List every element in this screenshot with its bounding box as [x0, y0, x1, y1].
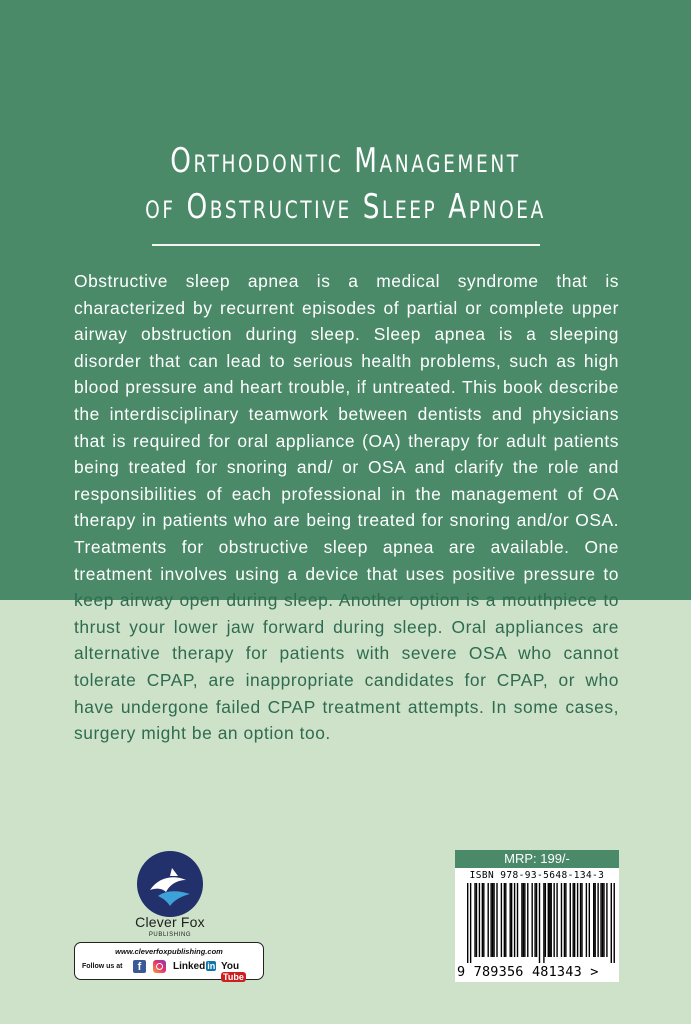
barcode-bar: [565, 883, 566, 957]
barcode-bar: [482, 883, 483, 957]
barcode-bar: [476, 883, 477, 957]
barcode-bar: [573, 883, 574, 957]
linkedin-text: Linked: [173, 961, 206, 972]
blurb-paragraph: [74, 268, 619, 747]
barcode-bar: [586, 883, 587, 957]
instagram-icon[interactable]: [153, 960, 166, 973]
clever-fox-logo-icon: [136, 850, 204, 918]
title-divider: [152, 244, 540, 246]
isbn-barcode: [455, 868, 619, 982]
barcode-bar: [580, 883, 581, 957]
barcode-bar: [493, 883, 494, 957]
isbn-number: ISBN 978-93-5648-134-3: [469, 870, 605, 881]
barcode-bar: [488, 883, 489, 957]
barcode-bar: [470, 883, 471, 963]
barcode-bar: [551, 883, 552, 957]
barcode-bar: [611, 883, 612, 963]
barcode-bar: [577, 883, 578, 957]
barcode-bar: [545, 883, 546, 957]
barcode-bar: [600, 883, 601, 957]
barcode-bar: [531, 883, 532, 957]
barcode-bar: [593, 883, 594, 957]
barcode-bar: [505, 883, 506, 957]
barcode-bar: [548, 883, 549, 957]
blurb-upper-text: Obstructive sleep apnea is a medical syndrome that is characterized by recurrent episodes of partial or complete upper airway obstruction during sleep. Sleep apnea is a sleeping disorder that can lead to serious health problems, such as high blood pressure and heart trouble, if untreated. This book describe the interdisciplinary teamwork between dentists and physicians that is required for oral appliance (OA) therapy for adult patients being treated for snoring and/ or OSA and clarify the role and responsibilities of each professional in the management of OA therapy in patients who are being treated for snoring and/or OSA. Treatments for obstructive sleep apnea are available. One treatment involves using a device that uses positive pressure to: [74, 271, 619, 584]
barcode-bar: [570, 883, 571, 957]
barcode-bar: [556, 883, 557, 957]
linkedin-icon[interactable]: [173, 961, 216, 972]
barcode-bar: [534, 883, 535, 957]
barcode-bar: [553, 883, 554, 957]
barcode-bar: [523, 883, 524, 957]
barcode-bar: [527, 883, 528, 957]
linkedin-badge: in: [207, 961, 216, 971]
publisher-social-box: [74, 942, 264, 980]
barcode-digits: 9 789356 481343 >: [457, 964, 599, 980]
publisher-website[interactable]: www.cleverfoxpublishing.com: [115, 947, 223, 956]
youtube-text: You: [221, 961, 240, 972]
book-title-line-1: Orthodontic Management: [170, 141, 521, 181]
barcode-bar: [574, 883, 575, 957]
barcode-bar: [483, 883, 484, 957]
barcode-bar: [589, 883, 590, 957]
barcode-bar: [501, 883, 502, 957]
barcode-bar: [581, 883, 582, 957]
publisher-subtitle: PUBLISHING: [148, 932, 192, 938]
facebook-icon[interactable]: f: [133, 960, 146, 973]
barcode-bar: [514, 883, 515, 957]
barcode-bar: [606, 883, 607, 957]
barcode-bar: [474, 883, 475, 957]
barcode-bar: [543, 883, 544, 963]
barcode-bar: [510, 883, 511, 957]
barcode-bar: [490, 883, 491, 957]
barcode-bar: [524, 883, 525, 957]
youtube-badge: Tube: [223, 972, 244, 982]
book-title-line-2: of Obstructive Sleep Apnoea: [145, 187, 546, 227]
barcode-bar: [517, 883, 518, 957]
blurb-lower-text: keep airway open during sleep. Another option is a mouthpiece to thrust your lower jaw forward during sleep. Oral appliances are alternative therapy for patients with severe OSA who cannot tolerate CPAP, are inappropriate candidates for CPAP, or who have undergone failed CPAP treatment attempts. In some cases, surgery might be an option too.: [74, 590, 619, 744]
barcode-bar: [603, 883, 604, 957]
barcode-bar: [504, 883, 505, 957]
barcode-bar: [511, 883, 512, 957]
barcode-bar: [536, 883, 537, 957]
barcode-bar: [496, 883, 497, 957]
barcode-bar: [594, 883, 595, 957]
barcode-bar: [561, 883, 562, 957]
barcode-bar: [492, 883, 493, 957]
youtube-icon[interactable]: [221, 961, 263, 983]
book-title: [0, 138, 691, 230]
barcode-bar: [479, 883, 480, 957]
publisher-name: Clever Fox: [135, 914, 205, 930]
barcode-bar: [521, 883, 522, 957]
barcode-bar: [602, 883, 603, 957]
barcode-bar: [614, 883, 615, 963]
barcode-bars-icon: [467, 883, 615, 963]
barcode-bar: [467, 883, 468, 963]
barcode-bar: [564, 883, 565, 957]
follow-us-label: Follow us at: [82, 963, 123, 970]
barcode-bar: [597, 883, 598, 957]
mrp-price-label: MRP: 199/-: [455, 850, 619, 868]
barcode-bar: [549, 883, 550, 957]
barcode-bar: [539, 883, 540, 963]
